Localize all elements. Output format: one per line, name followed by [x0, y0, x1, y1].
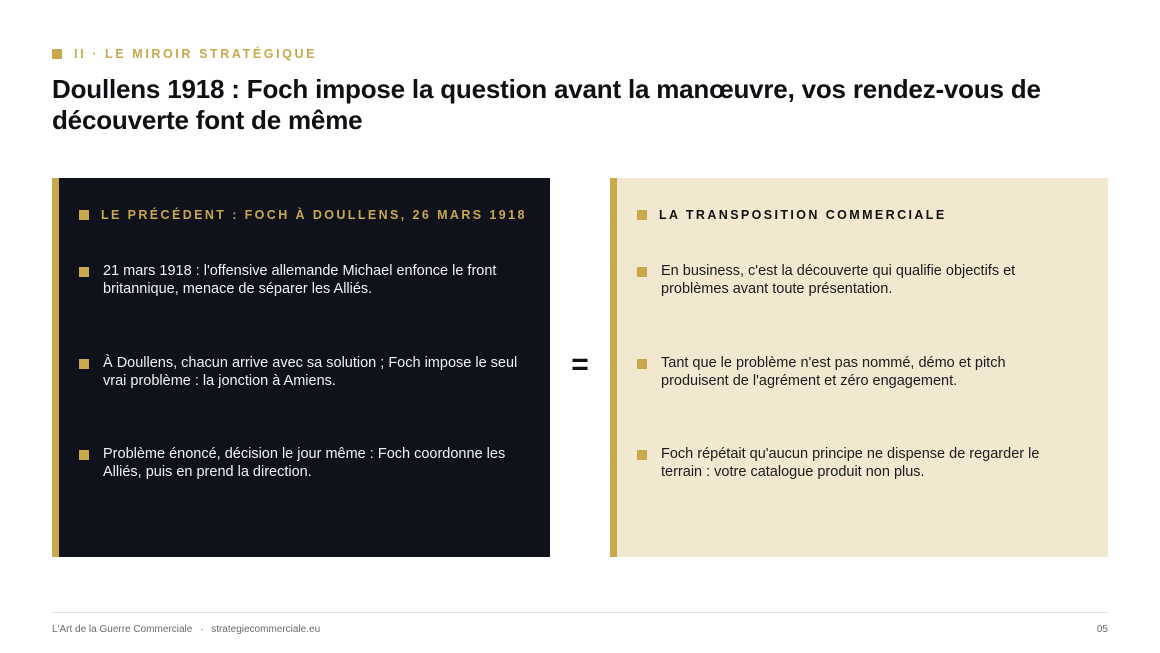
precedent-point [79, 354, 519, 390]
square-bullet-icon [637, 267, 647, 277]
section-label: II · LE MIROIR STRATÉGIQUE [74, 47, 318, 61]
precedent-point-text: 21 mars 1918 : l'offensive allemande Michael enfonce le front britannique, menace de séparer les Alliés. [103, 263, 497, 297]
footer-credits [52, 624, 320, 635]
precedent-point [79, 262, 519, 298]
square-bullet-icon [79, 359, 89, 369]
precedent-point-text: À Doullens, chacun arrive avec sa solution ; Foch impose le seul vrai problème : la jonction à Amiens. [103, 355, 518, 389]
transposition-heading [637, 208, 947, 222]
square-bullet-icon [637, 359, 647, 369]
transposition-point [637, 262, 1077, 298]
precedent-heading-text: LE PRÉCÉDENT : FOCH À DOULLENS, 26 MARS 1918 [101, 208, 527, 222]
transposition-heading-text: LA TRANSPOSITION COMMERCIALE [659, 208, 947, 222]
footer-divider [52, 612, 1108, 613]
precedent-point-text: Problème énoncé, décision le jour même : Foch coordonne les Alliés, puis en prend la direction. [103, 446, 506, 480]
transposition-point [637, 354, 1077, 390]
equals-connector: = [571, 348, 589, 381]
precedent-point [79, 445, 519, 481]
transposition-point [637, 445, 1077, 481]
transposition-panel [610, 178, 1108, 557]
square-bullet-icon [79, 450, 89, 460]
precedent-heading [79, 208, 527, 222]
square-bullet-icon [637, 450, 647, 460]
square-bullet-icon [79, 267, 89, 277]
footer-separator: · [200, 624, 204, 635]
slide-title: Doullens 1918 : Foch impose la question avant la manœuvre, vos rendez-vous de découverte font de même [52, 74, 1041, 135]
square-bullet-icon [79, 210, 89, 220]
footer-brand: L'Art de la Guerre Commerciale [52, 624, 193, 635]
transposition-point-text: En business, c'est la découverte qui qualifie objectifs et problèmes avant toute présentation. [661, 263, 1016, 297]
square-bullet-icon [52, 49, 62, 59]
precedent-panel [52, 178, 550, 557]
transposition-point-text: Foch répétait qu'aucun principe ne dispense de regarder le terrain : votre catalogue produit non plus. [661, 446, 1040, 480]
section-eyebrow [52, 47, 317, 61]
transposition-point-text: Tant que le problème n'est pas nommé, démo et pitch produisent de l'agrément et zéro engagement. [661, 355, 1006, 389]
footer-site: strategiecommerciale.eu [211, 624, 321, 635]
square-bullet-icon [637, 210, 647, 220]
page-number: 05 [1096, 624, 1108, 635]
